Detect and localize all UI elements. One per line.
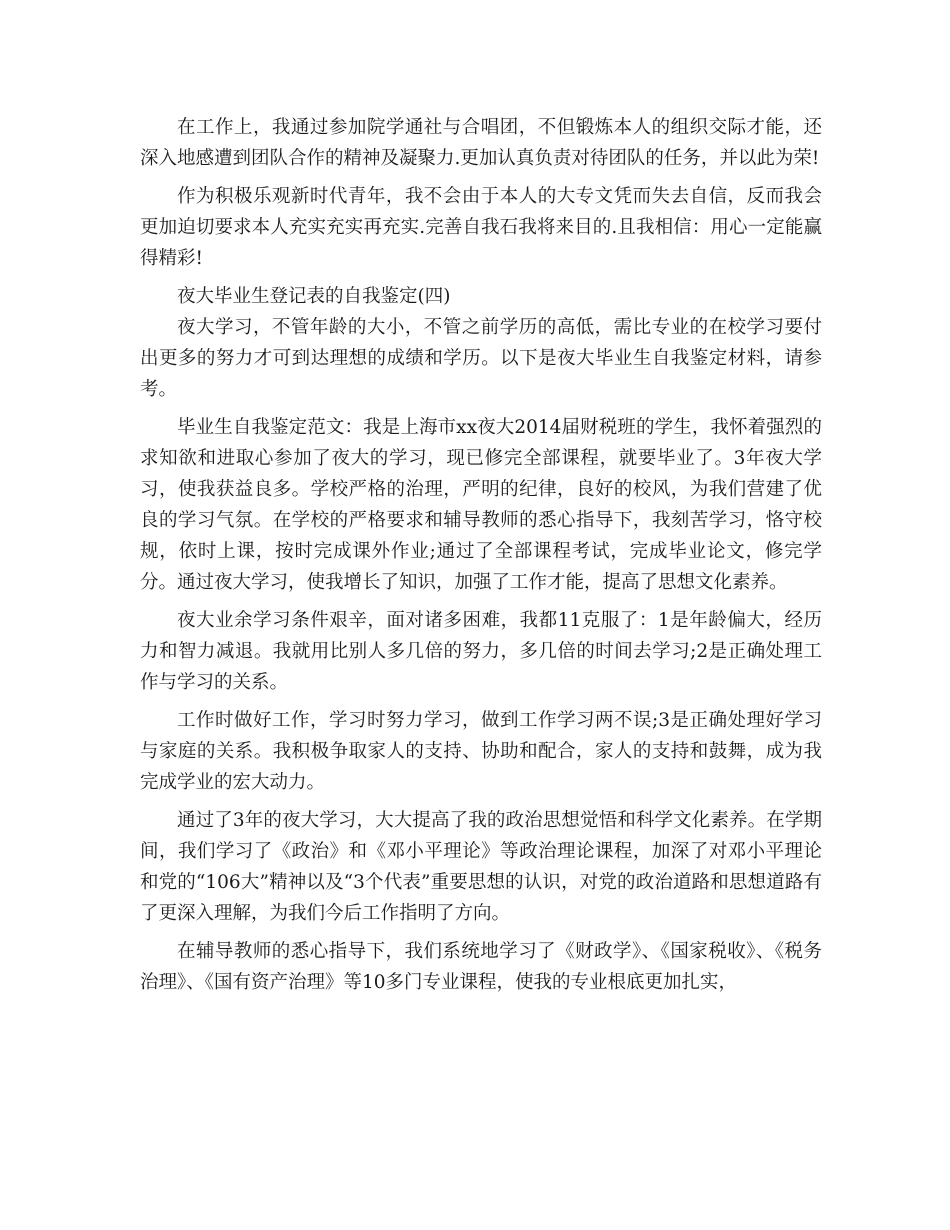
paragraph-work-study-balance: 工作时做好工作，学习时努力学习，做到工作学习两不误;3是正确处理好学习与家庭的关系。我积极争取家人的支持、协助和配合，家人的支持和鼓舞，成为我完成学业的宏大动力。	[140, 710, 822, 793]
paragraph-self-confidence: 作为积极乐观新时代青年，我不会由于本人的大专文凭而失去自信，反而我会更加迫切要求本人充实充实再充实.完善自我石我将来目的.且我相信：用心一定能赢得精彩!	[140, 186, 822, 269]
section-heading: 夜大毕业生登记表的自我鉴定(四)	[177, 286, 451, 307]
paragraph-difficulties: 夜大业余学习条件艰辛，面对诸多困难，我都11克服了：1是年龄偏大，经历力和智力减退。我就用比别人多几倍的努力，多几倍的时间去学习;2是正确处理工作与学习的关系。	[140, 610, 822, 693]
paragraph-work-teamwork: 在工作上，我通过参加院学通社与合唱团，不但锻炼本人的组织交际才能，还深入地感遭到团队合作的精神及凝聚力.更加认真负责对待团队的任务，并以此为荣!	[140, 117, 822, 169]
paragraph-intro: 夜大学习，不管年龄的大小，不管之前学历的高低，需比专业的在校学习要付出更多的努力才可到达理想的成绩和学历。以下是夜大毕业生自我鉴定材料，请参考。	[140, 317, 822, 400]
document-page	[140, 112, 822, 998]
paragraph-political-study: 通过了3年的夜大学习，大大提高了我的政治思想觉悟和科学文化素养。在学期间，我们学习了《政治》和《邓小平理论》等政治理论课程，加深了对邓小平理论和党的“106大”精神以及“3个代表”重要思想的认识，对党的政治道路和思想道路有了更深入理解，为我们今后工作指明了方向。	[140, 810, 822, 924]
paragraph-professional-courses: 在辅导教师的悉心指导下，我们系统地学习了《财政学》、《国家税收》、《税务治理》、《国有资产治理》等10多门专业课程，使我的专业根底更加扎实，	[140, 941, 822, 993]
paragraph-sample-self-assessment: 毕业生自我鉴定范文：我是上海市xx夜大2014届财税班的学生，我怀着强烈的求知欲和进取心参加了夜大的学习，现已修完全部课程，就要毕业了。3年夜大学习，使我获益良多。学校严格的治理，严明的纪律，良好的校风，为我们营建了优良的学习气氛。在学校的严格要求和辅导教师的悉心指导下，我刻苦学习，恪守校规，依时上课，按时完成课外作业;通过了全部课程考试，完成毕业论文，修完学分。通过夜大学习，使我增长了知识，加强了工作才能，提高了思想文化素养。	[140, 417, 822, 593]
